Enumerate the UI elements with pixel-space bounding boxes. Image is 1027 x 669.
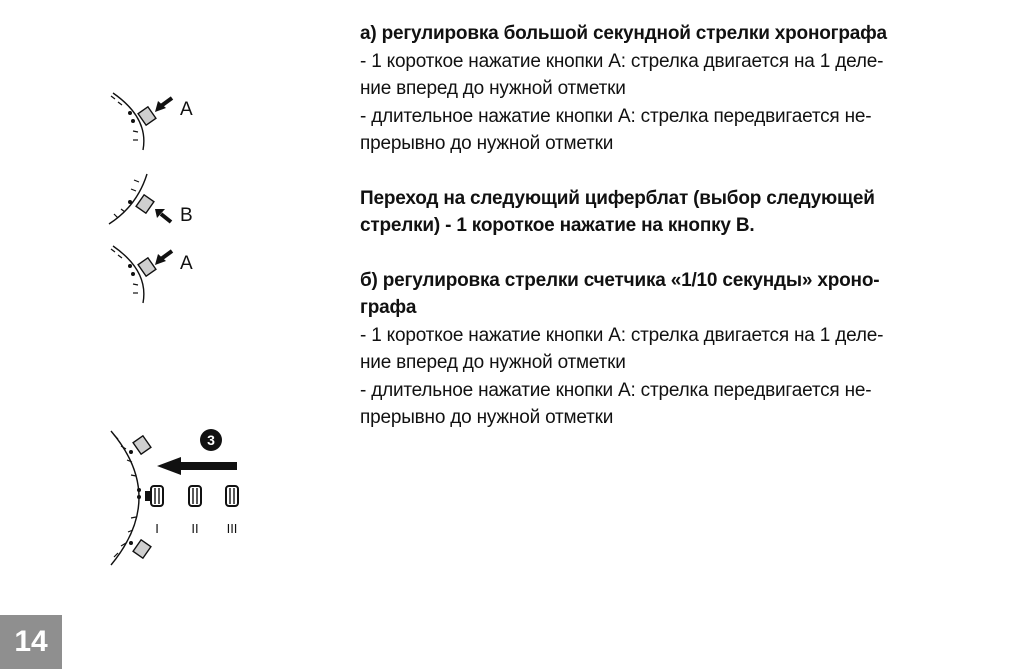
crown-ghost-iii-icon <box>226 486 238 506</box>
press-button-b-illustration <box>105 172 205 228</box>
push-arrow-icon <box>179 462 237 470</box>
section-b-heading: графа <box>360 297 417 318</box>
section-b-line: прерывно до нужной отметки <box>360 407 614 428</box>
crown-position-illustration <box>105 425 255 570</box>
section-a-line: ние вперед до нужной отметки <box>360 78 626 99</box>
press-button-a-again-illustration <box>105 243 205 305</box>
section-b-line: - длительное нажатие кнопки А: стрелка передвигается не- <box>360 379 872 401</box>
pusher-bottom-icon <box>133 540 151 558</box>
pusher-a-icon <box>138 258 156 276</box>
section-b-line: - 1 короткое нажатие кнопки А: стрелка двигается на 1 деле- <box>360 324 884 346</box>
button-a-label: A <box>180 253 193 274</box>
press-button-a-illustration <box>105 90 205 152</box>
section-a-line: - длительное нажатие кнопки А: стрелка передвигается не- <box>360 105 872 127</box>
page-number: 14 <box>0 615 62 669</box>
pusher-top-icon <box>133 436 151 454</box>
instructions-text <box>360 20 960 432</box>
transition-line: Переход на следующий циферблат (выбор следующей <box>360 187 875 209</box>
section-a-line: прерывно до нужной отметки <box>360 133 614 154</box>
section-b-line: ние вперед до нужной отметки <box>360 352 626 373</box>
button-a-label: A <box>180 99 193 120</box>
crown-position-label: II <box>191 521 199 536</box>
pusher-b-icon <box>136 195 154 213</box>
section-b-heading: б) регулировка стрелки счетчика «1/10 секунды» хроно- <box>360 269 880 291</box>
button-b-label: B <box>180 205 193 226</box>
transition-line: стрелки) - 1 короткое нажатие на кнопку В. <box>360 215 755 236</box>
step-number: 3 <box>207 432 215 448</box>
crown-ghost-ii-icon <box>189 486 201 506</box>
pusher-a-icon <box>138 107 156 125</box>
section-a-line: - 1 короткое нажатие кнопки А: стрелка двигается на 1 деле- <box>360 50 884 72</box>
crown-icon <box>145 486 163 506</box>
crown-position-label: III <box>226 521 238 536</box>
section-a-heading: а) регулировка большой секундной стрелки хронографа <box>360 23 887 44</box>
crown-position-label: I <box>155 521 159 536</box>
